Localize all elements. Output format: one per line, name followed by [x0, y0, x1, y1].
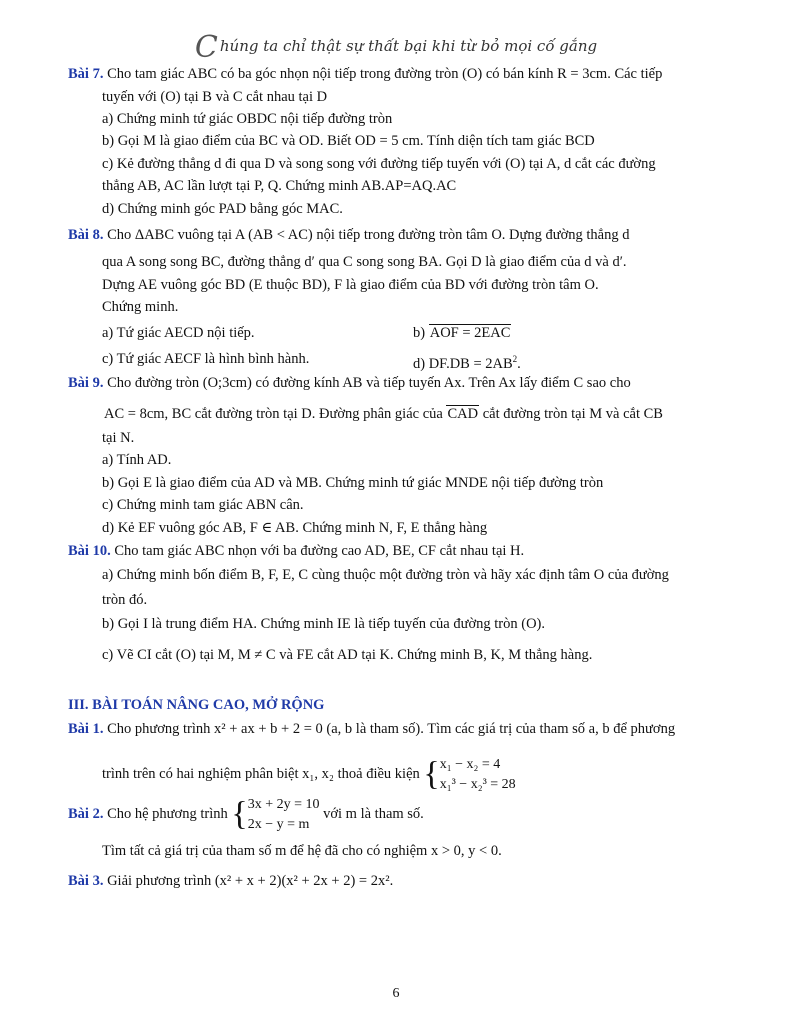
- problem-8-part-a: a) Tứ giác AECD nội tiếp.: [102, 325, 255, 341]
- problem-label: Bài 2.: [68, 806, 104, 822]
- system-brace: {: [423, 755, 440, 793]
- problem-text: Cho đường tròn (O;3cm) có đường kính AB và tiếp tuyến Ax. Trên Ax lấy điểm C sao cho: [103, 375, 631, 391]
- arc-equation: AOF = 2EAC: [429, 325, 511, 341]
- problem-10-part-a: a) Chứng minh bốn điểm B, F, E, C cùng thuộc một đường tròn và hãy xác định tâm O của đường: [102, 567, 669, 583]
- problem-9-part-d: d) Kẻ EF vuông góc AB, F ∈ AB. Chứng minh N, F, E thẳng hàng: [102, 520, 488, 536]
- problem-8-part-b: [413, 323, 511, 343]
- section-heading: III. BÀI TOÁN NÂNG CAO, MỞ RỘNG: [68, 697, 325, 713]
- problem-9-line-3: tại N.: [102, 430, 135, 446]
- adv-problem-1-line-1: [68, 719, 675, 739]
- problem-8-line-2: qua A song song BC, đường thẳng d′ qua C song song BA. Gọi D là giao điểm của d và d′.: [102, 254, 627, 270]
- system-brace: {: [231, 795, 248, 833]
- motto-text: húng ta chỉ thật sự thất bại khi từ bỏ mọi cố gắng: [219, 37, 598, 55]
- problem-7-part-b: b) Gọi M là giao điểm của BC và OD. Biết OD = 5 cm. Tính diện tích tam giác BCD: [102, 133, 595, 149]
- problem-9-part-c: c) Chứng minh tam giác ABN cân.: [102, 497, 304, 513]
- problem-label: Bài 8.: [68, 227, 104, 243]
- problem-7-line-2: tuyến với (O) tại B và C cắt nhau tại D: [102, 89, 328, 105]
- problem-text: AC = 8cm, BC cắt đường tròn tại D. Đường phân giác của: [104, 406, 443, 422]
- problem-8-line-4: Chứng minh.: [102, 299, 179, 315]
- problem-7-part-a: a) Chứng minh tứ giác OBDC nội tiếp đường tròn: [102, 111, 393, 127]
- problem-label: Bài 7.: [68, 66, 104, 82]
- problem-text: Cho hệ phương trình: [103, 806, 228, 822]
- problem-text: Cho tam giác ABC nhọn với ba đường cao AD, BE, CF cắt nhau tại H.: [110, 543, 525, 559]
- system-eq-1: 3x + 2y = 10: [247, 796, 320, 812]
- problem-7-part-c-cont: thẳng AB, AC lần lượt tại P, Q. Chứng minh AB.AP=AQ.AC: [102, 178, 457, 194]
- part-label: b): [413, 325, 426, 341]
- motto-initial: C: [194, 30, 218, 65]
- problem-text: Cho phương trình x² + ax + b + 2 = 0 (a, b là tham số). Tìm các giá trị của tham số a, b để phương: [103, 721, 676, 737]
- problem-9-line-2: [104, 404, 663, 424]
- page-number: 6: [392, 986, 400, 1001]
- system-eq-2: x₁³ − x₂³ = 28: [439, 776, 516, 792]
- problem-9-line-1: [68, 373, 631, 393]
- problem-8-part-c: c) Tứ giác AECF là hình bình hành.: [102, 351, 310, 367]
- problem-10-part-c: c) Vẽ CI cắt (O) tại M, M ≠ C và FE cắt AD tại K. Chứng minh B, K, M thẳng hàng.: [102, 647, 593, 663]
- problem-text: Giải phương trình (x² + x + 2)(x² + 2x + 2) = 2x².: [103, 873, 394, 889]
- system-eq-1: x₁ − x₂ = 4: [439, 756, 501, 772]
- problem-7-line-1: [68, 64, 662, 84]
- problem-label: Bài 9.: [68, 375, 104, 391]
- problem-8-part-d: d) $DF.DB = 2AB^2$.: [413, 354, 521, 372]
- problem-10-part-a-cont: tròn đó.: [102, 592, 148, 608]
- adv-problem-2-line-1: [68, 792, 424, 836]
- problem-9-part-a: a) Tính AD.: [102, 452, 172, 468]
- problem-label: Bài 3.: [68, 873, 104, 889]
- arc-label: CAD: [447, 406, 479, 422]
- problem-7-part-d: d) Chứng minh góc PAD bằng góc MAC.: [102, 201, 343, 217]
- condition-system: [440, 755, 516, 795]
- problem-text: Cho tam giác ABC có ba góc nhọn nội tiếp trong đường tròn (O) có bán kính R = 3cm. Các tiếp: [103, 66, 663, 82]
- problem-text: Cho ΔABC vuông tại A (AB < AC) nội tiếp trong đường tròn tâm O. Dựng đường thẳng d: [103, 227, 630, 243]
- adv-problem-1-line-2: [102, 752, 516, 796]
- problem-10-part-b: b) Gọi I là trung điểm HA. Chứng minh IE là tiếp tuyến của đường tròn (O).: [102, 616, 545, 632]
- page-header-motto: [0, 30, 792, 65]
- problem-8-line-3: Dựng AE vuông góc BD (E thuộc BD), F là giao điểm của BD với đường tròn tâm O.: [102, 277, 599, 293]
- problem-7-part-c: c) Kẻ đường thẳng d đi qua D và song song với đường tiếp tuyến với (O) tại A, d cắt các đường: [102, 156, 656, 172]
- equation-system: [248, 795, 320, 835]
- system-eq-2: 2x − y = m: [247, 816, 310, 832]
- problem-text: trình trên có hai nghiệm phân biệt x₁, x₂ thoả điều kiện: [102, 766, 420, 782]
- problem-9-part-b: b) Gọi E là giao điểm của AD và MB. Chứng minh tứ giác MNDE nội tiếp đường tròn: [102, 475, 604, 491]
- part-text: d) DF.DB = 2AB: [413, 356, 513, 372]
- problem-text-tail: với m là tham số.: [319, 806, 424, 822]
- problem-label: Bài 1.: [68, 721, 104, 737]
- problem-8-line-1: [68, 225, 630, 245]
- adv-problem-3: [68, 871, 393, 891]
- exponent: 2: [512, 354, 518, 364]
- adv-problem-2-line-2: Tìm tất cả giá trị của tham số m để hệ đã cho có nghiệm x > 0, y < 0.: [102, 843, 502, 859]
- problem-label: Bài 10.: [68, 543, 111, 559]
- problem-10-line-1: [68, 541, 524, 561]
- problem-text-tail: cắt đường tròn tại M và cắt CB: [479, 406, 663, 422]
